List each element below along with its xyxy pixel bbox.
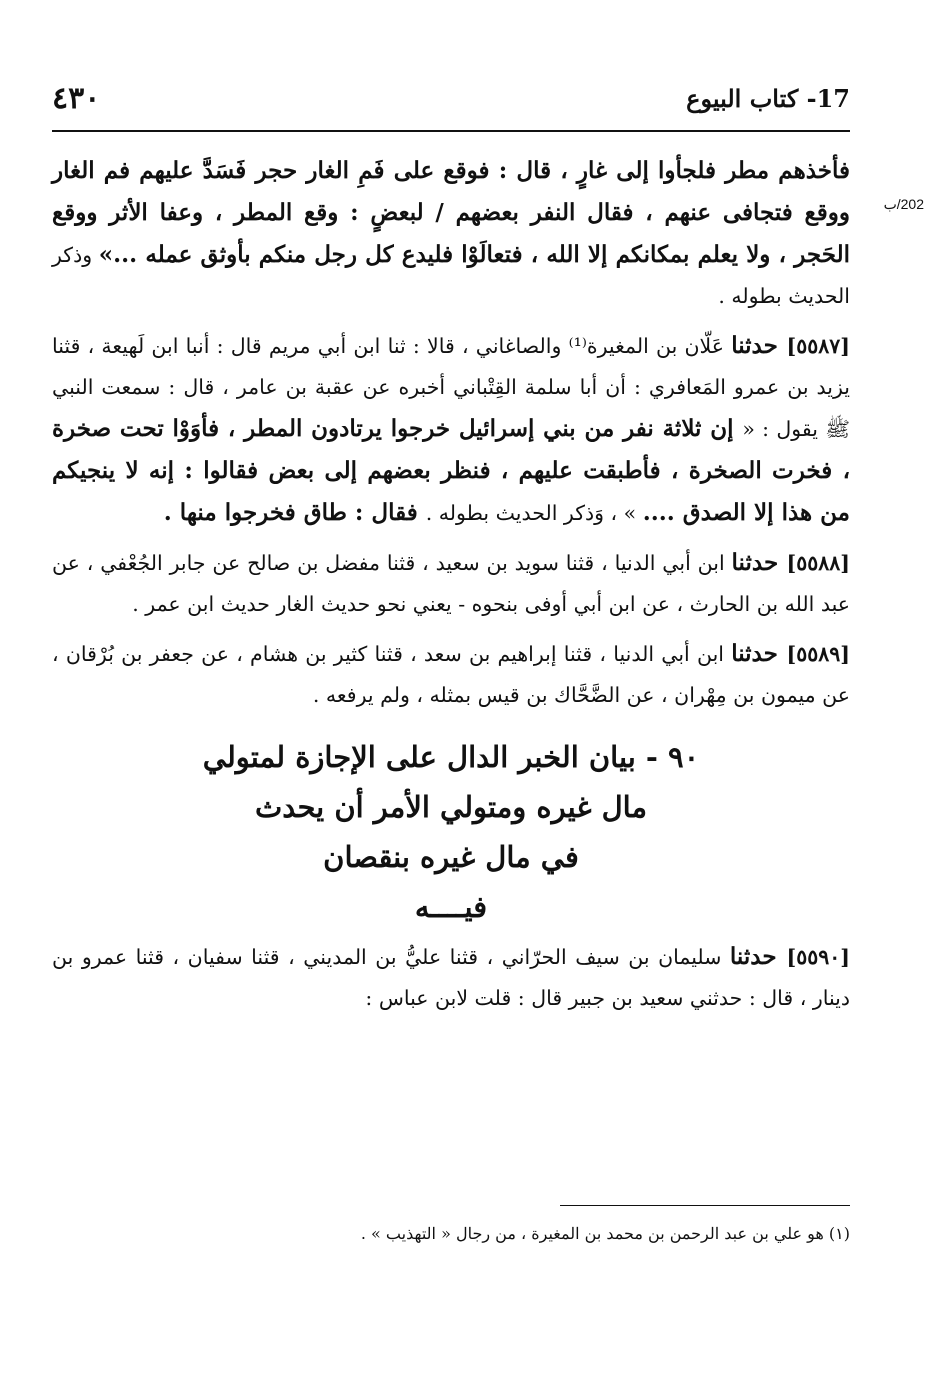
paragraph-5590: [52, 936, 850, 1019]
matn-text-normal: » ، وَذكر الحديث بطوله .: [425, 501, 643, 525]
page-number: ٤٣٠: [52, 80, 101, 116]
haddathana: حدثنا: [729, 943, 787, 970]
hadith-number: [٥٥٨٧]: [786, 334, 850, 358]
hadith-number: [٥٥٨٨]: [786, 551, 850, 575]
hadith-number: [٥٥٨٩]: [786, 642, 850, 666]
hadith-number: [٥٥٩٠]: [786, 945, 850, 969]
section-heading-line-2: مال غيره ومتولي الأمر أن يحدث: [254, 790, 648, 824]
matn-end-bold: فقال : طاق فخرجوا منها .: [163, 499, 426, 526]
section-heading-line-3: في مال غيره بنقصان: [323, 840, 579, 874]
hadith-text-bold: فأخذهم مطر فلجأوا إلى غارٍ ، قال : فوقع على فَمِ الغار حجر فَسَدَّ عليهم فم الغار ووقع فتجافى عنهم ، فقال النفر بعضهم / لبعضٍ : وقع المطر ، وعفا الأثر ووقع الحَجر ، ولا يعلم بمكانكم إلا الله ، فتعالَوْا فليدع كل رجل منكم بأوثق عمله ...»: [52, 157, 850, 268]
matn-text-bold: إن ثلاثة نفر من بني إسرائيل خرجوا يرتادون المطر ، فأوَوْا تحت صخرة ، فخرت الصخرة ، فأطبقت عليهم ، فنظر بعضهم إلى بعض فقالوا : إنه لا ينجيكم من هذا إلا الصدق ....: [52, 415, 850, 526]
isnad-text: ابن أبي الدنيا ، قثنا إبراهيم بن سعد ، قثنا كثير بن هشام ، عن جعفر بن بُرْقان ، عن ميمون بن مِهْران ، عن الضَّحَّاك بن قيس بمثله ، ولم يرفعه .: [52, 642, 850, 707]
haddathana: حدثنا: [731, 640, 787, 667]
paragraph-5588: [52, 542, 850, 625]
section-fihi: فيــــه: [414, 890, 488, 924]
footnote: (١) هو علي بن عبد الرحمن بن محمد بن المغيرة ، من رجال « التهذيب » .: [360, 1224, 850, 1243]
section-heading: [52, 732, 850, 932]
main-text: [52, 150, 850, 1019]
hadith-text-normal: وذكر الحديث بطوله .: [52, 243, 850, 308]
footnote-divider: [560, 1205, 850, 1206]
isnad-text: ابن أبي الدنيا ، قثنا سويد بن سعيد ، قثنا مفضل بن صالح عن جابر الجُعْفي ، عن عبد الله بن الحارث ، عن ابن أبي أوفى بنحوه - يعني نحو حديث الغار حديث ابن عمر .: [52, 551, 850, 616]
isnad-text: سليمان بن سيف الحرّاني ، قثنا عليُّ بن المديني ، قثنا سفيان ، قثنا عمرو بن دينار ، قال : حدثني سعيد بن جبير قال : قلت لابن عباس :: [52, 945, 850, 1010]
haddathana: حدثنا: [731, 549, 787, 576]
running-header: [52, 78, 850, 118]
header-divider: [52, 130, 850, 132]
margin-folio-note: 202/ب: [883, 196, 924, 212]
haddathana: حدثنا: [731, 332, 787, 359]
paragraph-5589: [52, 633, 850, 716]
section-heading-line-1: ٩٠ - بيان الخبر الدال على الإجازة لمتولي: [202, 740, 700, 774]
paragraph-5587: [52, 325, 850, 534]
paragraph-continuation: [52, 150, 850, 317]
isnad-text: عَلّان بن المغيرة⁽¹⁾ والصاغاني ، قالا : ثنا ابن أبي مريم قال : أنبا ابن لَهيعة ، قثنا يزيد بن عمرو المَعافري : أن أبا سلمة القِتْباني أخبره عن عقبة بن عامر ، قال : سمعت النبي ﷺ يقول : «: [52, 334, 850, 441]
book-title: 17- كتاب البيوع: [686, 83, 850, 113]
